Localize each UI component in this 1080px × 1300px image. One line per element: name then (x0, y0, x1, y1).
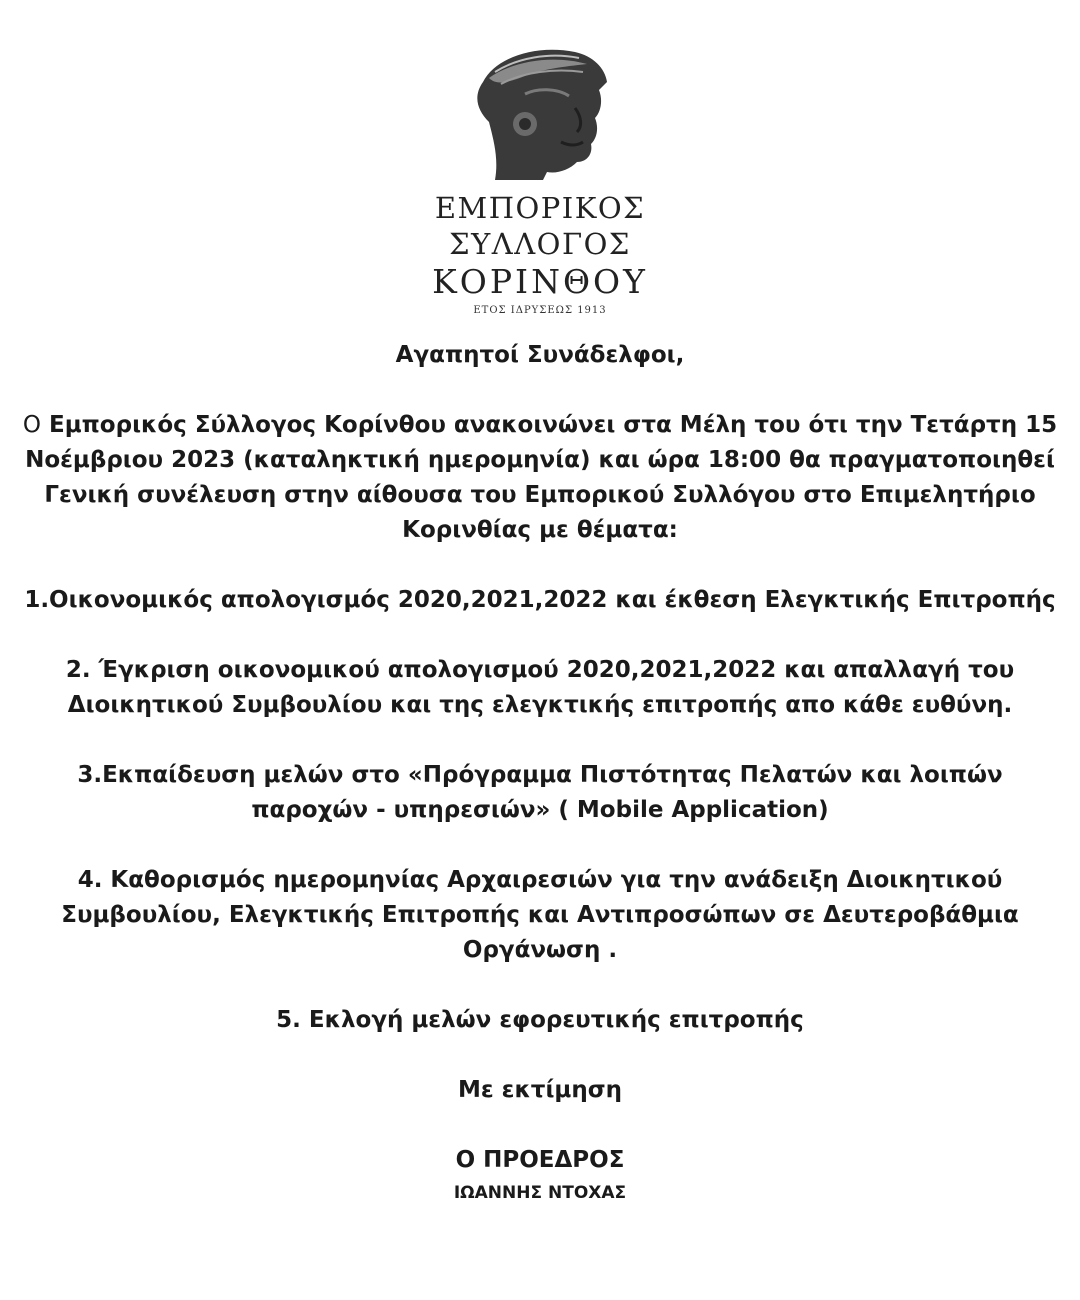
organization-name-line2: ΚΟΡΙΝΘΟΥ (432, 262, 648, 301)
greeting: Αγαπητοί Συνάδελφοι, (395, 342, 685, 368)
intro-text: Εμπορικός Σύλλογος Κορίνθου ανακοινώνει στα Μέλη του ότι την Τετάρτη 15 Νοέμβριου 2023 (καταληκτική ημερομηνία) και ώρα 18:00 θα πραγματοποιηθεί Γενική συνέλευση στην αίθουσα του Εμπορικού Συλλόγου στο Επιμελητήριο Κορινθίας με θέματα: (25, 412, 1058, 543)
organization-founded: ΕΤΟΣ ΙΔΡΥΣΕΩΣ 1913 (473, 305, 607, 316)
intro-paragraph (20, 408, 1060, 548)
intro-first-word: Ο (22, 412, 41, 438)
signature-title: Ο ΠΡΟΕΔΡΟΣ (455, 1147, 625, 1173)
organization-name-line1: ΕΜΠΟΡΙΚΟΣ ΣΥΛΛΟΓΟΣ (434, 191, 646, 261)
agenda-item-1: 1.Οικονομικός απολογισμός 2020,2021,2022 και έκθεση Ελεγκτικής Επιτροπής (24, 587, 1056, 613)
closing: Με εκτίμηση (457, 1077, 623, 1103)
organization-logo (340, 38, 740, 318)
announcement-body (20, 338, 1060, 1208)
agenda-item-4: 4. Καθορισμός ημερομηνίας Αρχαιρεσιών για την ανάδειξη Διοικητικού Συμβουλίου, Ελεγκτικής Επιτροπής και Αντιπροσώπων σε Δευτεροβάθμια Οργάνωση . (61, 867, 1019, 963)
agenda-item-2: 2. Έγκριση οικονομικού απολογισμού 2020,2021,2022 και απαλλαγή του Διοικητικού Συμβουλίου και της ελεγκτικής επιτροπής απο κάθε ευθύνη. (65, 657, 1015, 718)
agenda-item-3: 3.Εκπαίδευση μελών στο «Πρόγραμμα Πιστότητας Πελατών και λοιπών παροχών - υπηρεσιών» ( Mobile Application) (77, 762, 1003, 823)
agenda-item-5: 5. Εκλογή μελών εφορευτικής επιτροπής (276, 1007, 804, 1033)
signature-name: ΙΩΑΝΝΗΣ ΝΤΟΧΑΣ (453, 1183, 627, 1203)
hermes-head-icon (465, 38, 615, 180)
